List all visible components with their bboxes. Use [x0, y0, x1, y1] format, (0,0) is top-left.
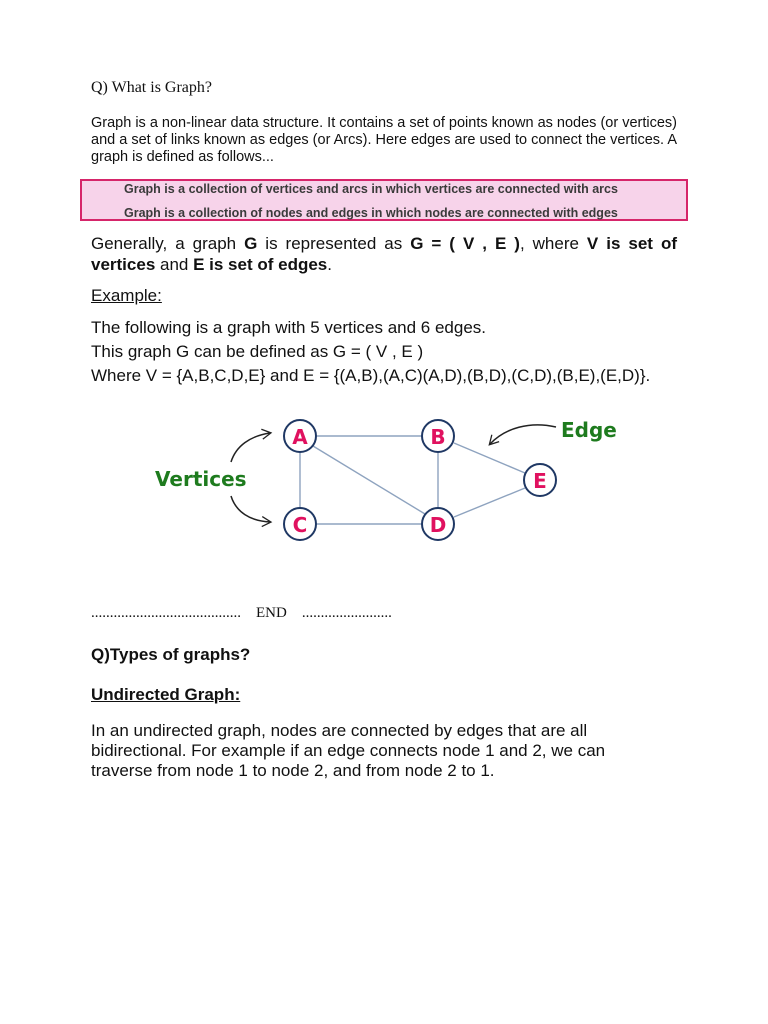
definition-box — [80, 179, 688, 221]
edge-label: Edge — [561, 418, 617, 442]
edge-b-e — [454, 443, 525, 473]
node-a-label: A — [292, 425, 308, 449]
example-line-2: This graph G can be defined as G = ( V , E ) — [91, 342, 424, 361]
node-e-label: E — [533, 469, 547, 493]
question-types-of-graphs: Q)Types of graphs? — [91, 645, 251, 664]
example-line-1: The following is a graph with 5 vertices and 6 edges. — [91, 318, 487, 337]
gen-v-def: V is set of vertices — [91, 234, 677, 274]
node-d-label: D — [429, 513, 447, 537]
edge-arrow — [490, 425, 556, 444]
gen-text-2: is represented as — [257, 234, 411, 253]
example-line-3: Where V = {A,B,C,D,E} and E = {(A,B),(A,C)(A,D),(B,D),(C,D),(B,E),(E,D)}. — [91, 366, 651, 385]
vertices-label: Vertices — [155, 467, 247, 491]
vertices-arrow-to-c — [231, 496, 270, 522]
edge-e-d — [454, 488, 525, 517]
end-dots-left: ........................................ — [91, 605, 241, 621]
definition-2: Graph is a collection of nodes and edges in which nodes are connected with edges — [124, 206, 618, 220]
intro-paragraph: Graph is a non-linear data structure. It contains a set of points known as nodes (or vertices) and a set of links known as edges (or Arcs). Here edges are used to connect the vertices. A graph is defined as follows... — [91, 115, 677, 165]
gen-text-4: and — [155, 255, 194, 274]
gen-formula: G = ( V , E ) — [410, 234, 520, 253]
edge-a-d — [313, 446, 425, 514]
gen-e-def: E is set of edges — [193, 255, 328, 274]
end-dots-right: ........................ — [301, 605, 392, 621]
vertices-arrow-to-a — [231, 433, 270, 462]
gen-text-3: , where — [519, 234, 587, 253]
node-e — [524, 464, 556, 496]
question-what-is-graph: Q) What is Graph? — [91, 79, 212, 96]
end-marker — [91, 605, 392, 622]
gen-text-1: Generally, a graph — [91, 234, 245, 253]
end-label: END — [256, 605, 287, 621]
undirected-graph-heading: Undirected Graph: — [91, 685, 241, 704]
gen-text-5: . — [327, 255, 332, 274]
node-c — [284, 508, 316, 540]
graph-representation-paragraph — [91, 233, 677, 275]
definition-1: Graph is a collection of vertices and arcs in which vertices are connected with arcs — [124, 182, 618, 196]
example-heading: Example: — [91, 286, 162, 305]
node-d — [422, 508, 454, 540]
undirected-graph-paragraph: In an undirected graph, nodes are connected by edges that are all bidirectional. For example if an edge connects node 1 and 2, we can traverse from node 1 to node 2, and from node 2 to 1. — [91, 721, 606, 780]
node-a — [284, 420, 316, 452]
graph-edges — [300, 436, 525, 524]
node-b — [422, 420, 454, 452]
gen-g: G — [244, 234, 258, 253]
node-b-label: B — [430, 425, 446, 449]
node-c-label: C — [292, 513, 308, 537]
graph-diagram — [0, 400, 768, 560]
